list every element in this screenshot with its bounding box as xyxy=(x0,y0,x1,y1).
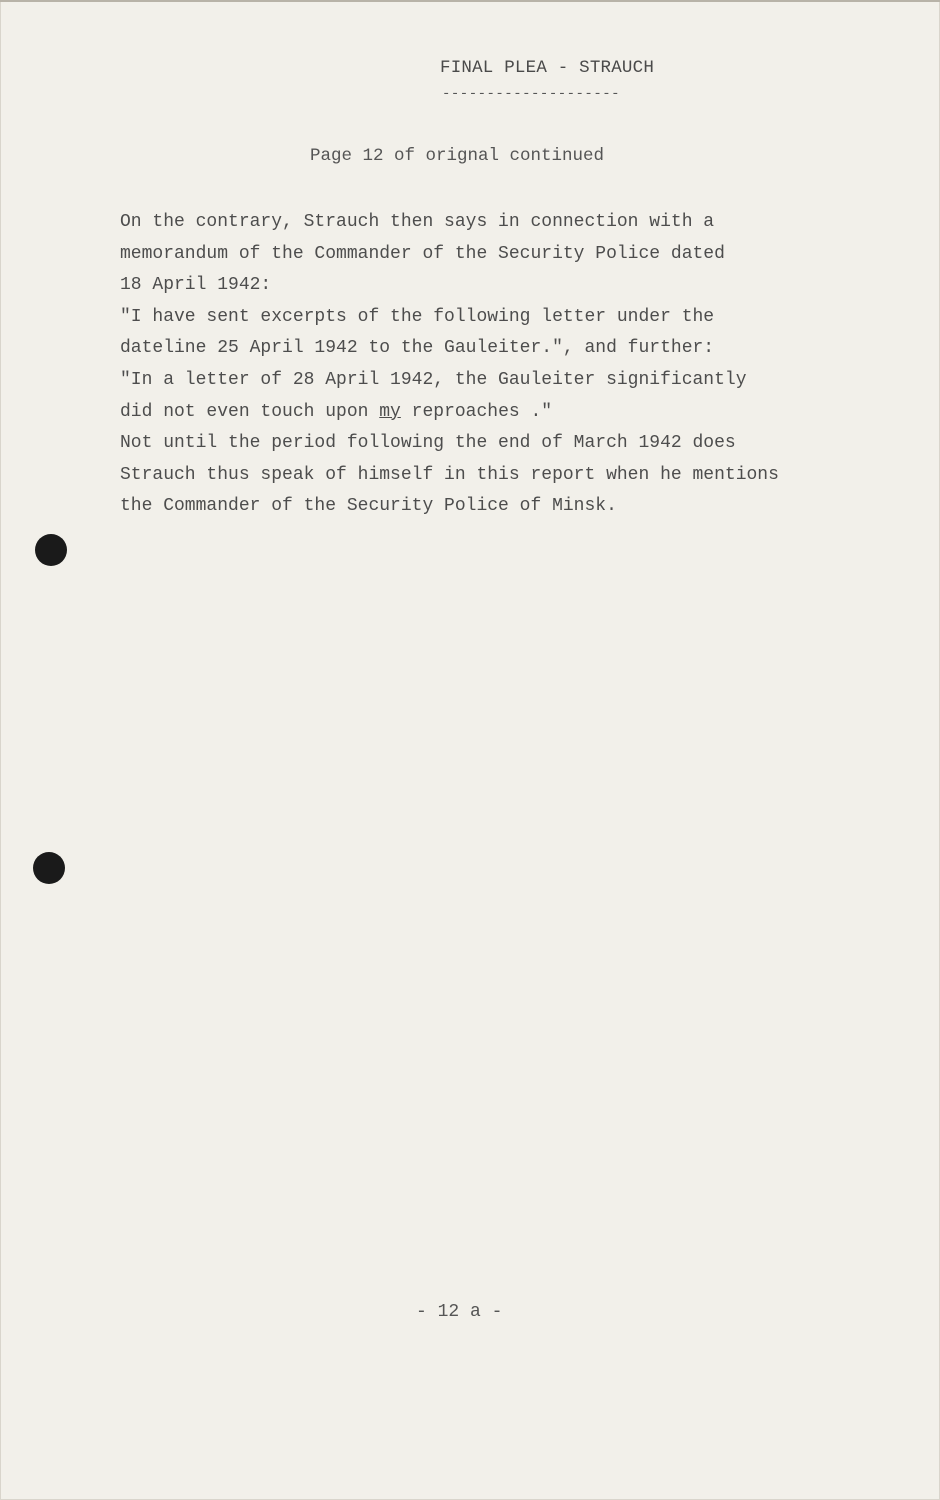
body-line-2: memorandum of the Commander of the Security Police dated xyxy=(120,243,725,264)
body-line-7-start: did not even touch upon xyxy=(120,401,380,422)
body-line-4: "I have sent excerpts of the following letter under the xyxy=(120,306,715,327)
page-top-edge xyxy=(0,0,940,2)
page-continuation-note: Page 12 of orignal continued xyxy=(310,146,605,166)
body-line-3: 18 April 1942: xyxy=(120,275,272,296)
punch-hole-upper xyxy=(35,534,67,566)
document-title: FINAL PLEA - STRAUCH xyxy=(440,58,655,78)
body-line-10: the Commander of the Security Police of Minsk. xyxy=(120,496,617,517)
body-line-7 xyxy=(120,397,880,429)
body-line-5: dateline 25 April 1942 to the Gauleiter.", and further: xyxy=(120,338,715,359)
punch-hole-lower xyxy=(33,852,65,884)
page-number: - 12 a - xyxy=(416,1302,503,1322)
title-underline-rule: -------------------- xyxy=(442,86,621,102)
body-line-8: Not until the period following the end of March 1942 does xyxy=(120,433,736,454)
body-line-7-end: reproaches ." xyxy=(400,401,553,422)
underlined-word: my xyxy=(379,401,401,422)
body-line-1: On the contrary, Strauch then says in connection with a xyxy=(120,212,715,232)
body-line-6: "In a letter of 28 April 1942, the Gauleiter significantly xyxy=(120,369,747,390)
body-paragraph xyxy=(120,207,880,523)
body-line-9: Strauch thus speak of himself in this report when he mentions xyxy=(120,464,779,485)
